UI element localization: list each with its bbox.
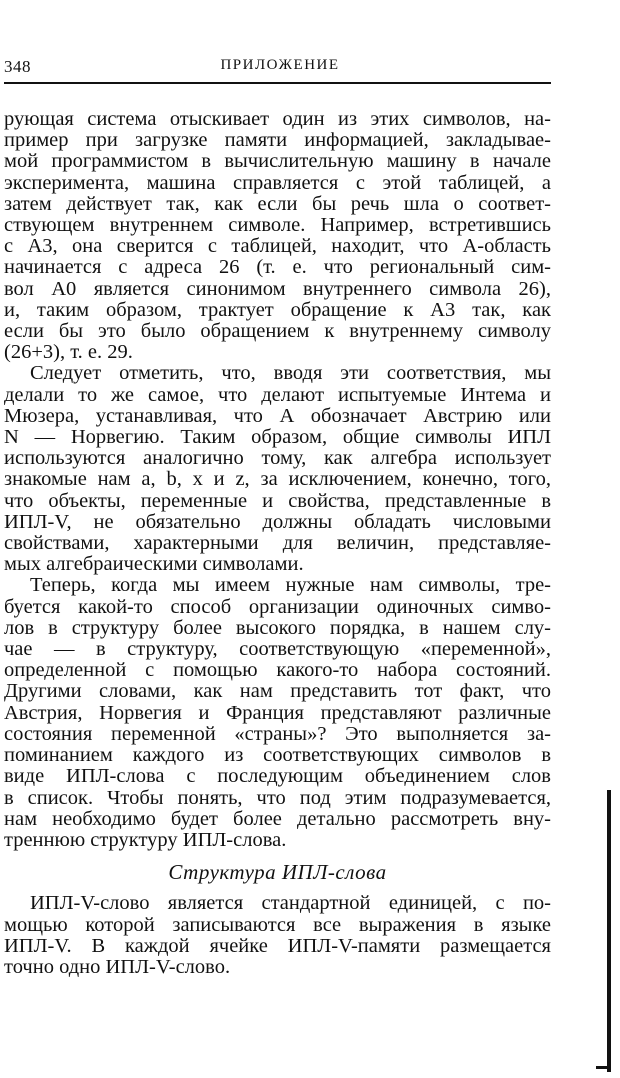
paragraph-1: [4, 109, 551, 363]
text-line: рующая система отыскивает один из этих символов, на-: [4, 108, 551, 130]
paragraph-2: [4, 363, 551, 575]
text-line: нам необходимо будет более детально рассмотреть вну-: [4, 807, 551, 830]
paragraph-4: [4, 893, 551, 978]
text-line: лов в структуру более высокого порядка, в нашем слу-: [4, 616, 551, 639]
margin-rule: [607, 790, 611, 1072]
text-line: в список. Чтобы понять, что под этим подразумевается,: [4, 786, 551, 809]
text-line: знакомые нам a, b, x и z, за исключением, конечно, того,: [4, 468, 551, 491]
text-line: пример при загрузке памяти информацией, закладывае-: [4, 129, 551, 152]
text-line: начинается с адреса 26 (т. е. что региональный сим-: [4, 256, 551, 279]
running-head: ПРИЛОЖЕНИЕ: [220, 57, 340, 73]
text-line: используются аналогично тому, как алгебра использует: [4, 447, 551, 470]
text-line: (26+3), т. е. 29.: [4, 341, 133, 364]
paragraph-3: [4, 575, 551, 851]
text-line: мых алгебраическими символами.: [4, 553, 304, 576]
text-line: что объекты, переменные и свойства, представленные в: [4, 489, 551, 512]
text-line: Следует отметить, что, вводя эти соответствия, мы: [30, 362, 551, 385]
text-line: Австрия, Норвегия и Франция представляют различные: [4, 701, 551, 724]
text-line: N — Норвегию. Таким образом, общие символы ИПЛ: [4, 426, 551, 449]
text-line: мой программистом в вычислительную машину в начале: [4, 150, 551, 173]
text-line: мощью которой записываются все выражения в языке: [4, 913, 551, 936]
text-line: поминанием каждого из соответствующих символов в: [4, 744, 551, 767]
text-line: буется какой-то способ организации одиночных симво-: [4, 595, 551, 618]
text-line: Мюзера, устанавливая, что А обозначает Австрию или: [4, 404, 551, 427]
body-text: [4, 109, 551, 978]
text-line: треннюю структуру ИПЛ-слова.: [4, 828, 287, 851]
text-line: чае — в структуру, соответствующую «переменной»,: [4, 638, 551, 661]
text-line: вол А0 является синонимом внутреннего символа 26),: [4, 277, 551, 300]
text-line: ИПЛ-V-слово является стандартной единицей, с по-: [30, 892, 551, 915]
text-line: затем действует так, как если бы речь шла о соответ-: [4, 192, 551, 215]
text-line: состояния переменной «страны»? Это выполняется за-: [4, 722, 551, 745]
text-line: с А3, она сверится с таблицей, находит, что А-область: [4, 235, 551, 258]
text-line: если бы это было обращением к внутреннему символу: [4, 320, 551, 343]
page-number: 348: [4, 57, 31, 76]
text-line: Теперь, когда мы имеем нужные нам символы, тре-: [30, 574, 551, 597]
text-line: свойствами, характерными для величин, представляе-: [4, 532, 551, 555]
text-line: ИПЛ-V. В каждой ячейке ИПЛ-V-памяти размещается: [4, 934, 551, 957]
text-line: ствующем внутреннем символе. Например, встретившись: [4, 214, 551, 237]
text-line: ИПЛ-V, не обязательно должны обладать числовыми: [4, 510, 551, 533]
text-line: Другими словами, как нам представить тот факт, что: [4, 680, 551, 703]
margin-rule-tail: [596, 1066, 610, 1069]
text-line: точно одно ИПЛ-V-слово.: [4, 955, 231, 978]
text-line: эксперимента, машина справляется с этой таблицей, а: [4, 171, 551, 194]
text-line: определенной с помощью какого-то набора состояний.: [4, 659, 551, 682]
text-line: делали то же самое, что делают испытуемые Интема и: [4, 383, 551, 406]
text-line: и, таким образом, трактует обращение к А3 так, как: [4, 298, 551, 321]
text-line: виде ИПЛ-слова с последующим объединением слов: [4, 765, 551, 788]
section-heading: Структура ИПЛ-слова: [168, 860, 387, 885]
header-rule: [4, 82, 551, 84]
